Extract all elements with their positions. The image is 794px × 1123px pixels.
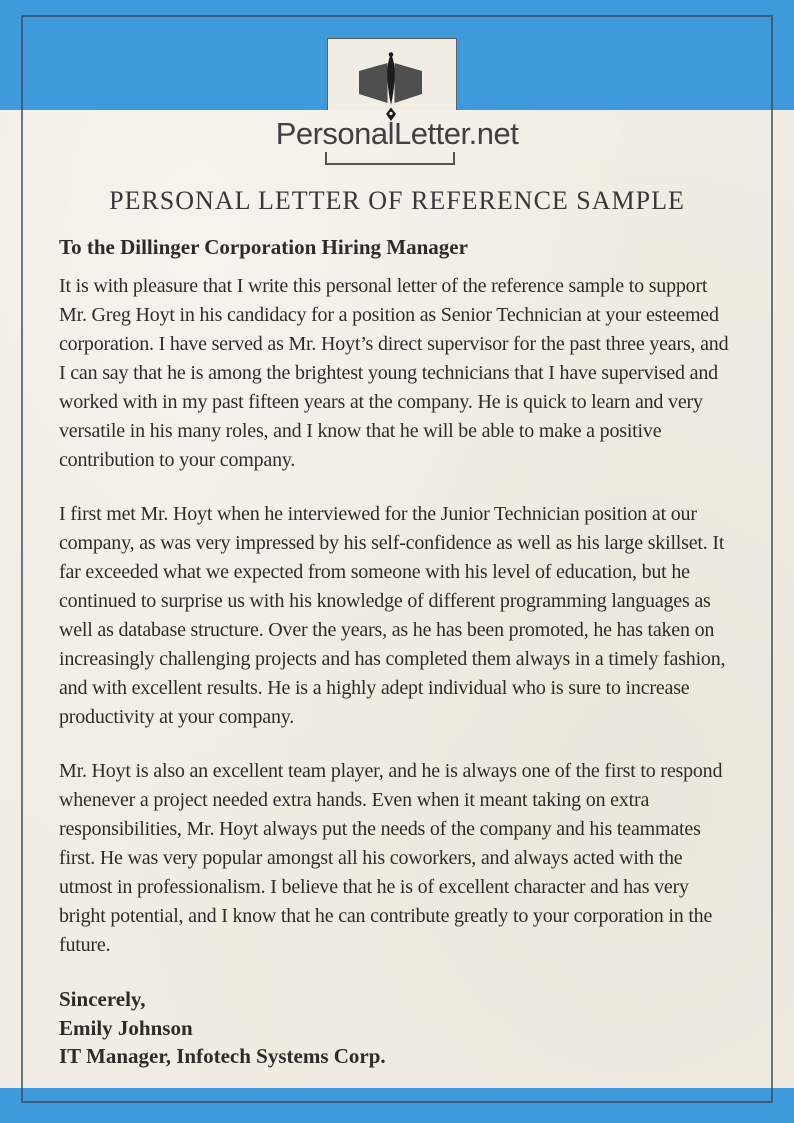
- salutation: To the Dillinger Corporation Hiring Manager: [59, 235, 468, 259]
- letter-paragraph-1: It is with pleasure that I write this personal letter of the reference sample to support Mr. Greg Hoyt in his candidacy for a position as Senior Technician at your esteemed corporation. I have served as Mr. Hoyt’s direct supervisor for the past three years, and I can say that he is among the brightest young technicians that I have supervised and worked with in my past fifteen years at the company. He is quick to learn and very versatile in his many roles, and I know that he will be able to make a positive contribution to your company.: [59, 275, 729, 471]
- signature-name: Emily Johnson: [59, 1015, 193, 1040]
- bottom-accent-band: [0, 1088, 794, 1123]
- signature-title: IT Manager, Infotech Systems Corp.: [59, 1044, 386, 1068]
- open-book-pen-icon: [327, 50, 457, 125]
- book-left-page: [359, 63, 388, 103]
- brand-name: PersonalLetter.net: [275, 116, 519, 151]
- pen-body: [387, 54, 395, 105]
- letter-paragraph-2: I first met Mr. Hoyt when he interviewed for the Junior Technician position at our company, as was very impressed by his self-confidence as well as his large skillset. It far exceeded what we expected from someone with his level of education, but he continued to surprise us with his knowledge of different programming languages as well as database structure. Over the years, as he has been promoted, he has taken on increasingly challenging projects and has completed them always in a timely fashion, and with excellent results. He is a highly adept individual who is sure to increase productivity at your company.: [59, 503, 726, 728]
- logo-bracket: [325, 152, 455, 165]
- page-title: PERSONAL LETTER OF REFERENCE SAMPLE: [109, 186, 685, 215]
- letter-body: [59, 186, 735, 1071]
- book-right-page: [395, 63, 423, 103]
- pen-nib-hole: [389, 112, 392, 115]
- letter-paragraph-3: Mr. Hoyt is also an excellent team player, and he is always one of the first to respond whenever a project needed extra hands. Even when it meant taking on extra responsibilities, Mr. Hoyt always put the needs of the company and his teammates first. He was very popular amongst all his coworkers, and always acted with the utmost in professionalism. I believe that he is of excellent character and has very bright potential, and I know that he can contribute greatly to your corporation in the future.: [59, 760, 723, 956]
- signature-block: [59, 985, 735, 1071]
- closing: Sincerely,: [59, 987, 146, 1011]
